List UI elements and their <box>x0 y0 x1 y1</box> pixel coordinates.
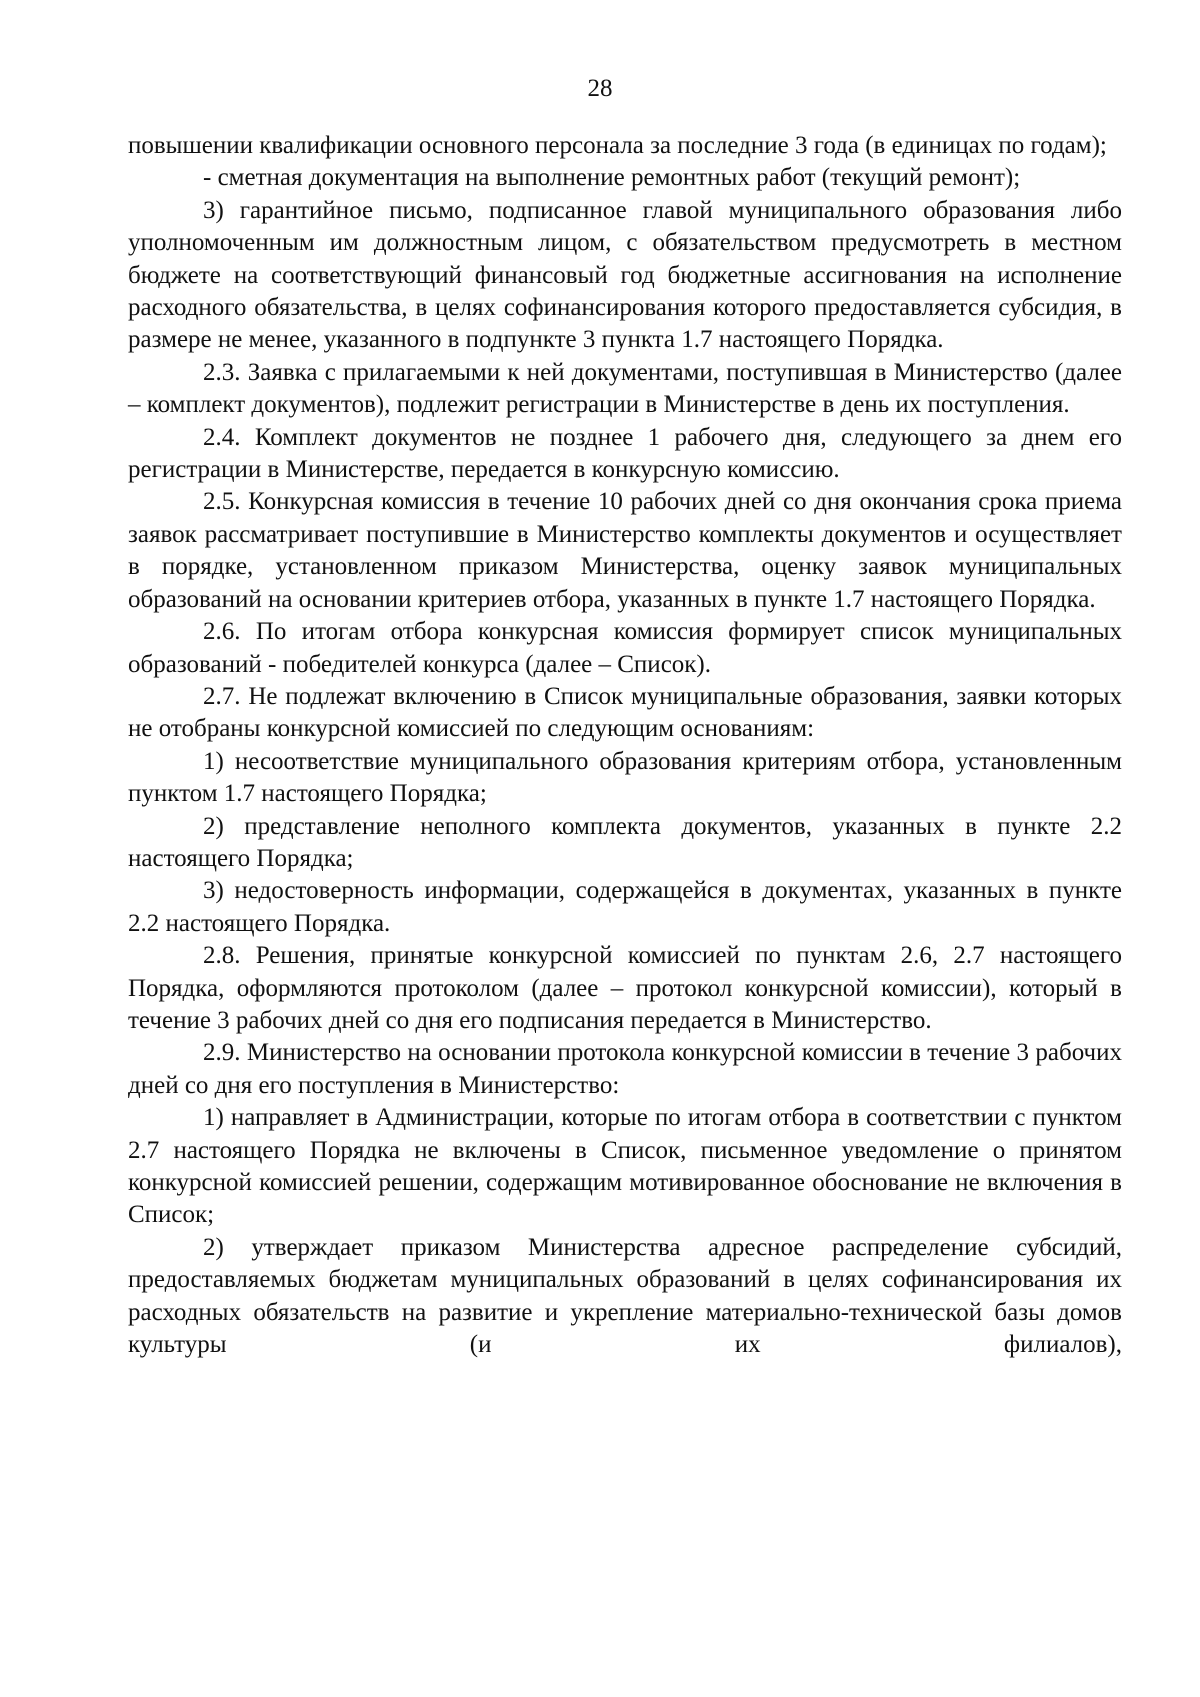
paragraph: 1) направляет в Администрации, которые по итогам отбора в соответствии с пунктом 2.7 настоящего Порядка не включены в Список, письменное уведомление о принятом конкурсной комиссией решении, содержащим мотивированное обоснование не включения в Список; <box>128 1104 1122 1229</box>
paragraph: 2.6. По итогам отбора конкурсная комиссия формирует список муниципальных образований - победителей конкурса (далее – Список). <box>128 618 1122 678</box>
paragraph: 1) несоответствие муниципального образования критериям отбора, установленным пунктом 1.7 настоящего Порядка; <box>128 747 1122 808</box>
paragraph: 2.9. Министерство на основании протокола конкурсной комиссии в течение 3 рабочих дней со дня его поступления в Министерство: <box>128 1039 1122 1099</box>
paragraph: 3) недостоверность информации, содержащейся в документах, указанных в пункте 2.2 настоящего Порядка. <box>128 877 1122 937</box>
document-body <box>128 130 1122 1361</box>
paragraph: 2) утверждает приказом Министерства адресное распределение субсидий, предоставляемых бюджетам муниципальных образований в целях софинансирования их расходных обязательств на развитие и укрепление материально-технической базы домов культуры (и их филиалов), <box>128 1233 1122 1359</box>
paragraph: 2.7. Не подлежат включению в Список муниципальные образования, заявки которых не отобраны конкурсной комиссией по следующим основаниям: <box>128 682 1122 743</box>
paragraph: 2.4. Комплект документов не позднее 1 рабочего дня, следующего за днем его регистрации в Министерстве, передается в конкурсную комиссию. <box>128 423 1122 484</box>
paragraph: 3) гарантийное письмо, подписанное главой муниципального образования либо уполномоченным им должностным лицом, с обязательством предусмотреть в местном бюджете на соответствующий финансовый год бюджетные ассигнования на исполнение расходного обязательства, в целях софинансирования которого предоставляется субсидия, в размере не менее, указанного в подпункте 3 пункта 1.7 настоящего Порядка. <box>128 196 1122 354</box>
paragraph: 2) представление неполного комплекта документов, указанных в пункте 2.2 настоящего Порядка; <box>128 812 1122 872</box>
paragraph: 2.8. Решения, принятые конкурсной комиссией по пунктам 2.6, 2.7 настоящего Порядка, оформляются протоколом (далее – протокол конкурсной комиссии), который в течение 3 рабочих дней со дня его подписания передается в Министерство. <box>128 942 1122 1034</box>
page-number: 28 <box>587 75 613 102</box>
paragraph: 2.3. Заявка с прилагаемыми к ней документами, поступившая в Министерство (далее – комплект документов), подлежит регистрации в Министерстве в день их поступления. <box>128 358 1122 419</box>
paragraph: 2.5. Конкурсная комиссия в течение 10 рабочих дней со дня окончания срока приема заявок рассматривает поступившие в Министерство комплекты документов и осуществляет в порядке, установленном приказом Министерства, оценку заявок муниципальных образований на основании критериев отбора, указанных в пункте 1.7 настоящего Порядка. <box>128 488 1122 613</box>
paragraph: повышении квалификации основного персонала за последние 3 года (в единицах по годам); <box>128 132 1107 159</box>
paragraph: - сметная документация на выполнение ремонтных работ (текущий ремонт); <box>203 164 1021 192</box>
